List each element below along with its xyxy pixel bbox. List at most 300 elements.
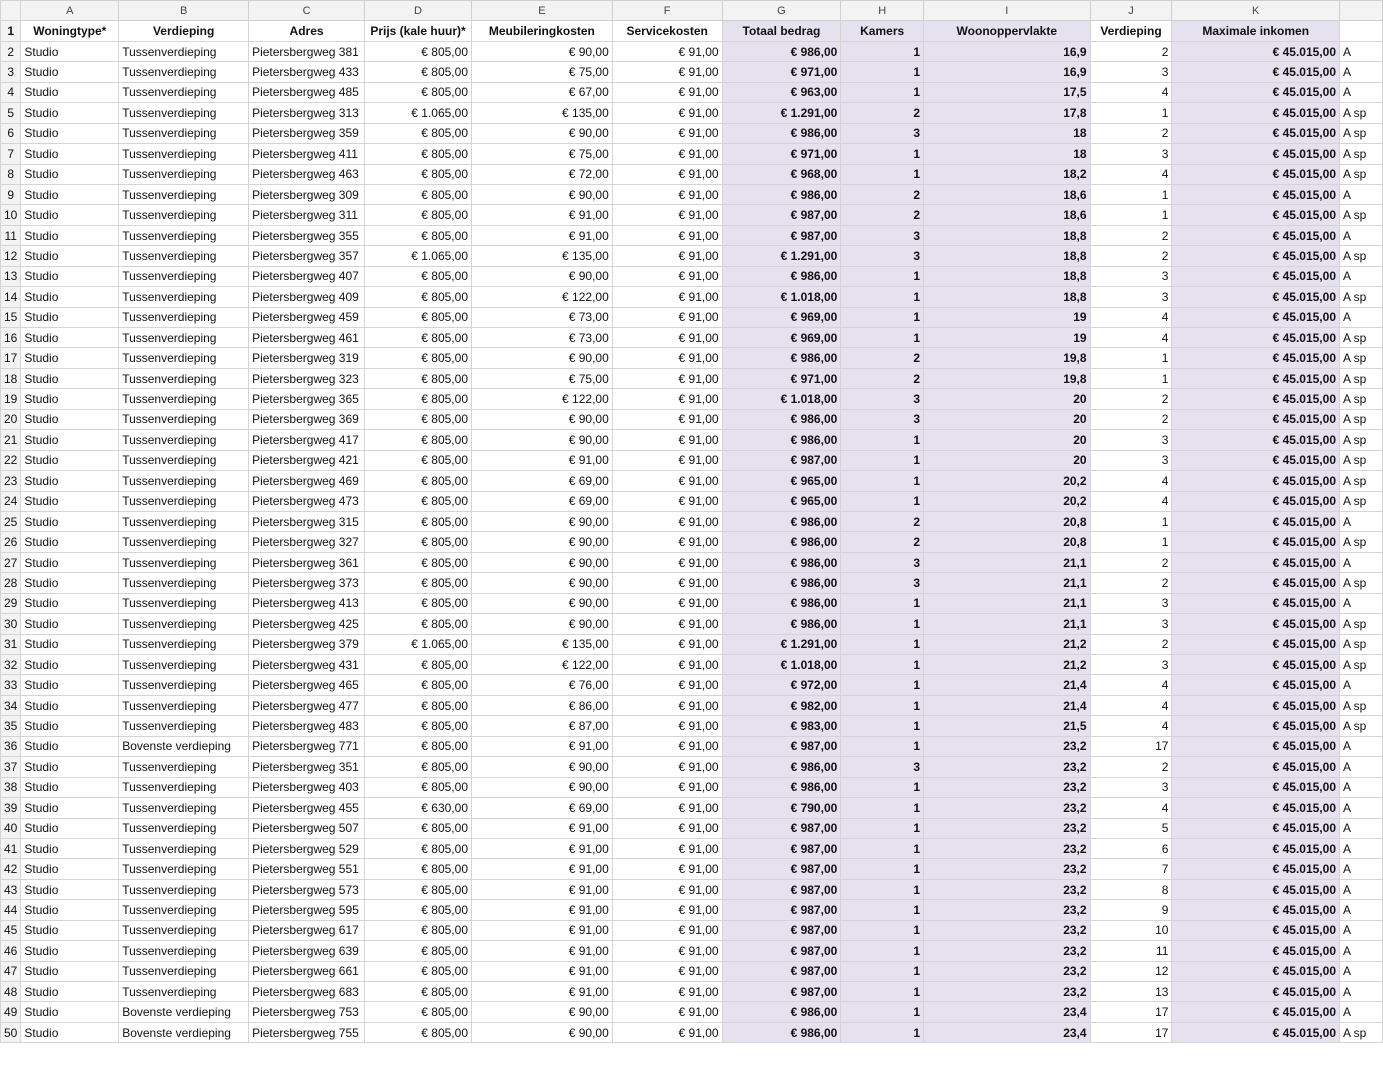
cell-e[interactable]: € 90,00: [472, 1022, 613, 1042]
cell-i[interactable]: 20,8: [924, 532, 1091, 552]
cell-c[interactable]: Pietersbergweg 355: [249, 225, 365, 245]
row-number[interactable]: 31: [1, 634, 21, 654]
cell-d[interactable]: € 805,00: [365, 573, 472, 593]
cell-f[interactable]: € 91,00: [612, 695, 722, 715]
cell-f[interactable]: € 91,00: [612, 655, 722, 675]
cell-g[interactable]: € 1.291,00: [722, 246, 841, 266]
cell-d[interactable]: € 805,00: [365, 1022, 472, 1042]
cell-b[interactable]: Tussenverdieping: [119, 634, 249, 654]
cell-j[interactable]: 9: [1090, 900, 1172, 920]
cell-h[interactable]: 3: [841, 409, 924, 429]
cell-b[interactable]: Tussenverdieping: [119, 246, 249, 266]
cell-d[interactable]: € 805,00: [365, 164, 472, 184]
cell-d[interactable]: € 805,00: [365, 225, 472, 245]
header-cell-f[interactable]: Servicekosten: [612, 21, 722, 41]
cell-h[interactable]: 1: [841, 491, 924, 511]
cell-e[interactable]: € 90,00: [472, 409, 613, 429]
cell-h[interactable]: 1: [841, 900, 924, 920]
cell-a[interactable]: Studio: [21, 736, 119, 756]
cell-c[interactable]: Pietersbergweg 551: [249, 859, 365, 879]
cell-d[interactable]: € 805,00: [365, 941, 472, 961]
cell-f[interactable]: € 91,00: [612, 838, 722, 858]
row-number[interactable]: 19: [1, 389, 21, 409]
cell-e[interactable]: € 90,00: [472, 552, 613, 572]
cell-g[interactable]: € 790,00: [722, 798, 841, 818]
cell-c[interactable]: Pietersbergweg 365: [249, 389, 365, 409]
cell-b[interactable]: Tussenverdieping: [119, 328, 249, 348]
cell-i[interactable]: 20,2: [924, 491, 1091, 511]
row-number[interactable]: 49: [1, 1002, 21, 1022]
column-header-i[interactable]: I: [924, 1, 1091, 21]
cell-h[interactable]: 1: [841, 614, 924, 634]
cell-e[interactable]: € 91,00: [472, 450, 613, 470]
cell-j[interactable]: 4: [1090, 491, 1172, 511]
row-number[interactable]: 21: [1, 430, 21, 450]
cell-h[interactable]: 1: [841, 859, 924, 879]
cell-b[interactable]: Tussenverdieping: [119, 103, 249, 123]
cell-a[interactable]: Studio: [21, 757, 119, 777]
cell-g[interactable]: € 986,00: [722, 532, 841, 552]
cell-g[interactable]: € 987,00: [722, 450, 841, 470]
cell-c[interactable]: Pietersbergweg 431: [249, 655, 365, 675]
cell-k[interactable]: € 45.015,00: [1172, 961, 1340, 981]
cell-b[interactable]: Tussenverdieping: [119, 593, 249, 613]
cell-i[interactable]: 23,2: [924, 900, 1091, 920]
cell-d[interactable]: € 805,00: [365, 900, 472, 920]
cell-d[interactable]: € 630,00: [365, 798, 472, 818]
cell-h[interactable]: 1: [841, 307, 924, 327]
cell-j[interactable]: 4: [1090, 471, 1172, 491]
cell-g[interactable]: € 987,00: [722, 205, 841, 225]
cell-g[interactable]: € 987,00: [722, 900, 841, 920]
cell-l[interactable]: A: [1340, 757, 1383, 777]
cell-g[interactable]: € 986,00: [722, 777, 841, 797]
header-cell-g[interactable]: Totaal bedrag: [722, 21, 841, 41]
cell-e[interactable]: € 90,00: [472, 123, 613, 143]
cell-b[interactable]: Tussenverdieping: [119, 287, 249, 307]
cell-c[interactable]: Pietersbergweg 323: [249, 368, 365, 388]
cell-b[interactable]: Tussenverdieping: [119, 144, 249, 164]
cell-c[interactable]: Pietersbergweg 461: [249, 328, 365, 348]
cell-f[interactable]: € 91,00: [612, 491, 722, 511]
cell-f[interactable]: € 91,00: [612, 164, 722, 184]
cell-k[interactable]: € 45.015,00: [1172, 777, 1340, 797]
cell-e[interactable]: € 91,00: [472, 205, 613, 225]
cell-c[interactable]: Pietersbergweg 477: [249, 695, 365, 715]
cell-k[interactable]: € 45.015,00: [1172, 368, 1340, 388]
cell-d[interactable]: € 805,00: [365, 471, 472, 491]
cell-a[interactable]: Studio: [21, 838, 119, 858]
cell-b[interactable]: Tussenverdieping: [119, 961, 249, 981]
cell-h[interactable]: 1: [841, 593, 924, 613]
cell-a[interactable]: Studio: [21, 205, 119, 225]
cell-l[interactable]: A: [1340, 941, 1383, 961]
cell-j[interactable]: 3: [1090, 593, 1172, 613]
cell-d[interactable]: € 805,00: [365, 614, 472, 634]
cell-k[interactable]: € 45.015,00: [1172, 593, 1340, 613]
cell-f[interactable]: € 91,00: [612, 634, 722, 654]
cell-b[interactable]: Tussenverdieping: [119, 430, 249, 450]
cell-i[interactable]: 18,6: [924, 205, 1091, 225]
cell-j[interactable]: 3: [1090, 450, 1172, 470]
cell-j[interactable]: 3: [1090, 777, 1172, 797]
cell-l[interactable]: A: [1340, 736, 1383, 756]
cell-j[interactable]: 3: [1090, 430, 1172, 450]
cell-j[interactable]: 17: [1090, 736, 1172, 756]
cell-k[interactable]: € 45.015,00: [1172, 62, 1340, 82]
cell-l[interactable]: A sp: [1340, 634, 1383, 654]
cell-g[interactable]: € 1.018,00: [722, 287, 841, 307]
cell-l[interactable]: A: [1340, 879, 1383, 899]
cell-h[interactable]: 1: [841, 941, 924, 961]
cell-h[interactable]: 2: [841, 511, 924, 531]
cell-d[interactable]: € 805,00: [365, 62, 472, 82]
cell-g[interactable]: € 986,00: [722, 41, 841, 61]
cell-d[interactable]: € 805,00: [365, 879, 472, 899]
cell-g[interactable]: € 1.291,00: [722, 634, 841, 654]
cell-i[interactable]: 23,2: [924, 818, 1091, 838]
cell-a[interactable]: Studio: [21, 123, 119, 143]
cell-i[interactable]: 23,2: [924, 920, 1091, 940]
cell-f[interactable]: € 91,00: [612, 62, 722, 82]
cell-j[interactable]: 2: [1090, 634, 1172, 654]
row-number[interactable]: 14: [1, 287, 21, 307]
cell-g[interactable]: € 983,00: [722, 716, 841, 736]
cell-e[interactable]: € 122,00: [472, 655, 613, 675]
cell-i[interactable]: 18,8: [924, 287, 1091, 307]
cell-h[interactable]: 1: [841, 920, 924, 940]
cell-g[interactable]: € 987,00: [722, 920, 841, 940]
cell-b[interactable]: Tussenverdieping: [119, 859, 249, 879]
cell-f[interactable]: € 91,00: [612, 307, 722, 327]
cell-a[interactable]: Studio: [21, 409, 119, 429]
cell-g[interactable]: € 965,00: [722, 471, 841, 491]
cell-k[interactable]: € 45.015,00: [1172, 920, 1340, 940]
cell-g[interactable]: € 969,00: [722, 307, 841, 327]
row-number[interactable]: 38: [1, 777, 21, 797]
cell-b[interactable]: Tussenverdieping: [119, 900, 249, 920]
cell-a[interactable]: Studio: [21, 471, 119, 491]
cell-f[interactable]: € 91,00: [612, 144, 722, 164]
cell-h[interactable]: 1: [841, 1022, 924, 1042]
cell-k[interactable]: € 45.015,00: [1172, 695, 1340, 715]
cell-j[interactable]: 2: [1090, 552, 1172, 572]
cell-b[interactable]: Tussenverdieping: [119, 716, 249, 736]
cell-f[interactable]: € 91,00: [612, 879, 722, 899]
cell-j[interactable]: 4: [1090, 798, 1172, 818]
cell-g[interactable]: € 1.291,00: [722, 103, 841, 123]
cell-k[interactable]: € 45.015,00: [1172, 573, 1340, 593]
column-header-d[interactable]: D: [365, 1, 472, 21]
cell-j[interactable]: 3: [1090, 287, 1172, 307]
cell-b[interactable]: Tussenverdieping: [119, 205, 249, 225]
header-cell-h[interactable]: Kamers: [841, 21, 924, 41]
cell-f[interactable]: € 91,00: [612, 368, 722, 388]
cell-f[interactable]: € 91,00: [612, 818, 722, 838]
cell-l[interactable]: A: [1340, 266, 1383, 286]
column-header-k[interactable]: K: [1172, 1, 1340, 21]
cell-i[interactable]: 23,2: [924, 777, 1091, 797]
cell-k[interactable]: € 45.015,00: [1172, 1022, 1340, 1042]
cell-g[interactable]: € 986,00: [722, 409, 841, 429]
cell-b[interactable]: Tussenverdieping: [119, 757, 249, 777]
cell-f[interactable]: € 91,00: [612, 798, 722, 818]
cell-i[interactable]: 17,8: [924, 103, 1091, 123]
cell-e[interactable]: € 91,00: [472, 225, 613, 245]
cell-k[interactable]: € 45.015,00: [1172, 941, 1340, 961]
cell-e[interactable]: € 73,00: [472, 328, 613, 348]
cell-k[interactable]: € 45.015,00: [1172, 838, 1340, 858]
cell-c[interactable]: Pietersbergweg 373: [249, 573, 365, 593]
cell-f[interactable]: € 91,00: [612, 246, 722, 266]
cell-j[interactable]: 11: [1090, 941, 1172, 961]
cell-c[interactable]: Pietersbergweg 529: [249, 838, 365, 858]
cell-f[interactable]: € 91,00: [612, 573, 722, 593]
cell-a[interactable]: Studio: [21, 450, 119, 470]
cell-g[interactable]: € 987,00: [722, 225, 841, 245]
row-number[interactable]: 29: [1, 593, 21, 613]
cell-e[interactable]: € 135,00: [472, 634, 613, 654]
cell-a[interactable]: Studio: [21, 307, 119, 327]
select-all-corner[interactable]: [1, 1, 21, 21]
cell-e[interactable]: € 91,00: [472, 859, 613, 879]
cell-e[interactable]: € 90,00: [472, 348, 613, 368]
cell-d[interactable]: € 805,00: [365, 777, 472, 797]
cell-j[interactable]: 3: [1090, 266, 1172, 286]
cell-g[interactable]: € 986,00: [722, 511, 841, 531]
cell-k[interactable]: € 45.015,00: [1172, 123, 1340, 143]
cell-e[interactable]: € 122,00: [472, 287, 613, 307]
cell-k[interactable]: € 45.015,00: [1172, 614, 1340, 634]
cell-a[interactable]: Studio: [21, 634, 119, 654]
cell-h[interactable]: 1: [841, 655, 924, 675]
cell-f[interactable]: € 91,00: [612, 328, 722, 348]
cell-e[interactable]: € 135,00: [472, 103, 613, 123]
cell-e[interactable]: € 90,00: [472, 1002, 613, 1022]
cell-k[interactable]: € 45.015,00: [1172, 246, 1340, 266]
cell-a[interactable]: Studio: [21, 818, 119, 838]
cell-d[interactable]: € 805,00: [365, 409, 472, 429]
cell-c[interactable]: Pietersbergweg 411: [249, 144, 365, 164]
cell-d[interactable]: € 805,00: [365, 552, 472, 572]
cell-a[interactable]: Studio: [21, 573, 119, 593]
cell-i[interactable]: 23,2: [924, 982, 1091, 1002]
cell-j[interactable]: 5: [1090, 818, 1172, 838]
cell-h[interactable]: 3: [841, 225, 924, 245]
row-number[interactable]: 34: [1, 695, 21, 715]
cell-a[interactable]: Studio: [21, 62, 119, 82]
cell-j[interactable]: 3: [1090, 655, 1172, 675]
cell-d[interactable]: € 805,00: [365, 675, 472, 695]
cell-i[interactable]: 21,4: [924, 695, 1091, 715]
cell-g[interactable]: € 1.018,00: [722, 389, 841, 409]
cell-d[interactable]: € 805,00: [365, 982, 472, 1002]
cell-k[interactable]: € 45.015,00: [1172, 389, 1340, 409]
cell-k[interactable]: € 45.015,00: [1172, 736, 1340, 756]
row-number[interactable]: 23: [1, 471, 21, 491]
cell-f[interactable]: € 91,00: [612, 920, 722, 940]
cell-l[interactable]: A: [1340, 982, 1383, 1002]
cell-l[interactable]: A sp: [1340, 144, 1383, 164]
header-cell-i[interactable]: Woonoppervlakte: [924, 21, 1091, 41]
cell-g[interactable]: € 987,00: [722, 961, 841, 981]
cell-e[interactable]: € 91,00: [472, 736, 613, 756]
cell-f[interactable]: € 91,00: [612, 205, 722, 225]
cell-i[interactable]: 19: [924, 328, 1091, 348]
cell-e[interactable]: € 91,00: [472, 879, 613, 899]
cell-l[interactable]: A sp: [1340, 246, 1383, 266]
cell-e[interactable]: € 86,00: [472, 695, 613, 715]
cell-h[interactable]: 2: [841, 184, 924, 204]
cell-c[interactable]: Pietersbergweg 459: [249, 307, 365, 327]
row-number[interactable]: 5: [1, 103, 21, 123]
cell-c[interactable]: Pietersbergweg 413: [249, 593, 365, 613]
cell-j[interactable]: 2: [1090, 246, 1172, 266]
cell-j[interactable]: 4: [1090, 328, 1172, 348]
cell-i[interactable]: 23,2: [924, 736, 1091, 756]
cell-j[interactable]: 12: [1090, 961, 1172, 981]
cell-a[interactable]: Studio: [21, 879, 119, 899]
header-cell-b[interactable]: Verdieping: [119, 21, 249, 41]
cell-a[interactable]: Studio: [21, 144, 119, 164]
row-number[interactable]: 6: [1, 123, 21, 143]
cell-c[interactable]: Pietersbergweg 595: [249, 900, 365, 920]
cell-g[interactable]: € 986,00: [722, 266, 841, 286]
cell-g[interactable]: € 971,00: [722, 144, 841, 164]
cell-d[interactable]: € 805,00: [365, 757, 472, 777]
cell-f[interactable]: € 91,00: [612, 471, 722, 491]
cell-a[interactable]: Studio: [21, 1002, 119, 1022]
cell-h[interactable]: 1: [841, 818, 924, 838]
cell-b[interactable]: Tussenverdieping: [119, 982, 249, 1002]
cell-k[interactable]: € 45.015,00: [1172, 287, 1340, 307]
cell-l[interactable]: A: [1340, 777, 1383, 797]
cell-k[interactable]: € 45.015,00: [1172, 879, 1340, 899]
cell-c[interactable]: Pietersbergweg 315: [249, 511, 365, 531]
cell-i[interactable]: 21,2: [924, 655, 1091, 675]
cell-c[interactable]: Pietersbergweg 369: [249, 409, 365, 429]
cell-j[interactable]: 3: [1090, 614, 1172, 634]
row-number[interactable]: 48: [1, 982, 21, 1002]
cell-g[interactable]: € 986,00: [722, 430, 841, 450]
cell-a[interactable]: Studio: [21, 920, 119, 940]
cell-l[interactable]: A sp: [1340, 471, 1383, 491]
cell-e[interactable]: € 75,00: [472, 368, 613, 388]
cell-h[interactable]: 2: [841, 368, 924, 388]
cell-l[interactable]: A sp: [1340, 573, 1383, 593]
cell-g[interactable]: € 965,00: [722, 491, 841, 511]
row-number[interactable]: 40: [1, 818, 21, 838]
cell-a[interactable]: Studio: [21, 982, 119, 1002]
row-number[interactable]: 36: [1, 736, 21, 756]
cell-k[interactable]: € 45.015,00: [1172, 144, 1340, 164]
cell-b[interactable]: Tussenverdieping: [119, 225, 249, 245]
cell-l[interactable]: A sp: [1340, 430, 1383, 450]
cell-l[interactable]: A sp: [1340, 614, 1383, 634]
cell-j[interactable]: 2: [1090, 225, 1172, 245]
cell-i[interactable]: 23,2: [924, 798, 1091, 818]
cell-c[interactable]: Pietersbergweg 639: [249, 941, 365, 961]
cell-d[interactable]: € 805,00: [365, 450, 472, 470]
cell-f[interactable]: € 91,00: [612, 552, 722, 572]
cell-g[interactable]: € 986,00: [722, 552, 841, 572]
cell-g[interactable]: € 987,00: [722, 818, 841, 838]
cell-a[interactable]: Studio: [21, 491, 119, 511]
cell-f[interactable]: € 91,00: [612, 430, 722, 450]
cell-k[interactable]: € 45.015,00: [1172, 225, 1340, 245]
cell-i[interactable]: 16,9: [924, 62, 1091, 82]
cell-j[interactable]: 13: [1090, 982, 1172, 1002]
cell-l[interactable]: A: [1340, 552, 1383, 572]
cell-e[interactable]: € 67,00: [472, 82, 613, 102]
cell-b[interactable]: Tussenverdieping: [119, 41, 249, 61]
cell-i[interactable]: 21,1: [924, 593, 1091, 613]
cell-c[interactable]: Pietersbergweg 313: [249, 103, 365, 123]
row-number[interactable]: 11: [1, 225, 21, 245]
cell-j[interactable]: 4: [1090, 716, 1172, 736]
cell-j[interactable]: 10: [1090, 920, 1172, 940]
cell-l[interactable]: A sp: [1340, 695, 1383, 715]
cell-h[interactable]: 1: [841, 450, 924, 470]
cell-i[interactable]: 23,4: [924, 1022, 1091, 1042]
cell-l[interactable]: A: [1340, 225, 1383, 245]
cell-f[interactable]: € 91,00: [612, 736, 722, 756]
cell-i[interactable]: 18,6: [924, 184, 1091, 204]
cell-d[interactable]: € 805,00: [365, 920, 472, 940]
cell-e[interactable]: € 91,00: [472, 961, 613, 981]
cell-d[interactable]: € 805,00: [365, 328, 472, 348]
cell-e[interactable]: € 76,00: [472, 675, 613, 695]
cell-d[interactable]: € 1.065,00: [365, 634, 472, 654]
cell-e[interactable]: € 90,00: [472, 757, 613, 777]
cell-l[interactable]: A sp: [1340, 103, 1383, 123]
cell-h[interactable]: 1: [841, 164, 924, 184]
cell-l[interactable]: A: [1340, 900, 1383, 920]
cell-a[interactable]: Studio: [21, 532, 119, 552]
cell-k[interactable]: € 45.015,00: [1172, 1002, 1340, 1022]
row-number[interactable]: 2: [1, 41, 21, 61]
cell-i[interactable]: 20: [924, 409, 1091, 429]
row-number[interactable]: 15: [1, 307, 21, 327]
cell-f[interactable]: € 91,00: [612, 675, 722, 695]
cell-h[interactable]: 1: [841, 1002, 924, 1022]
cell-f[interactable]: € 91,00: [612, 961, 722, 981]
cell-b[interactable]: Tussenverdieping: [119, 818, 249, 838]
row-number[interactable]: 43: [1, 879, 21, 899]
cell-k[interactable]: € 45.015,00: [1172, 103, 1340, 123]
cell-g[interactable]: € 987,00: [722, 941, 841, 961]
cell-d[interactable]: € 805,00: [365, 511, 472, 531]
cell-b[interactable]: Tussenverdieping: [119, 838, 249, 858]
cell-b[interactable]: Tussenverdieping: [119, 307, 249, 327]
cell-j[interactable]: 1: [1090, 348, 1172, 368]
cell-a[interactable]: Studio: [21, 511, 119, 531]
cell-e[interactable]: € 72,00: [472, 164, 613, 184]
cell-f[interactable]: € 91,00: [612, 123, 722, 143]
cell-l[interactable]: A: [1340, 82, 1383, 102]
cell-l[interactable]: A sp: [1340, 450, 1383, 470]
cell-c[interactable]: Pietersbergweg 469: [249, 471, 365, 491]
cell-i[interactable]: 23,2: [924, 879, 1091, 899]
cell-c[interactable]: Pietersbergweg 661: [249, 961, 365, 981]
cell-a[interactable]: Studio: [21, 859, 119, 879]
row-number[interactable]: 13: [1, 266, 21, 286]
cell-j[interactable]: 2: [1090, 757, 1172, 777]
cell-e[interactable]: € 90,00: [472, 511, 613, 531]
row-number[interactable]: 45: [1, 920, 21, 940]
cell-b[interactable]: Tussenverdieping: [119, 777, 249, 797]
cell-a[interactable]: Studio: [21, 655, 119, 675]
